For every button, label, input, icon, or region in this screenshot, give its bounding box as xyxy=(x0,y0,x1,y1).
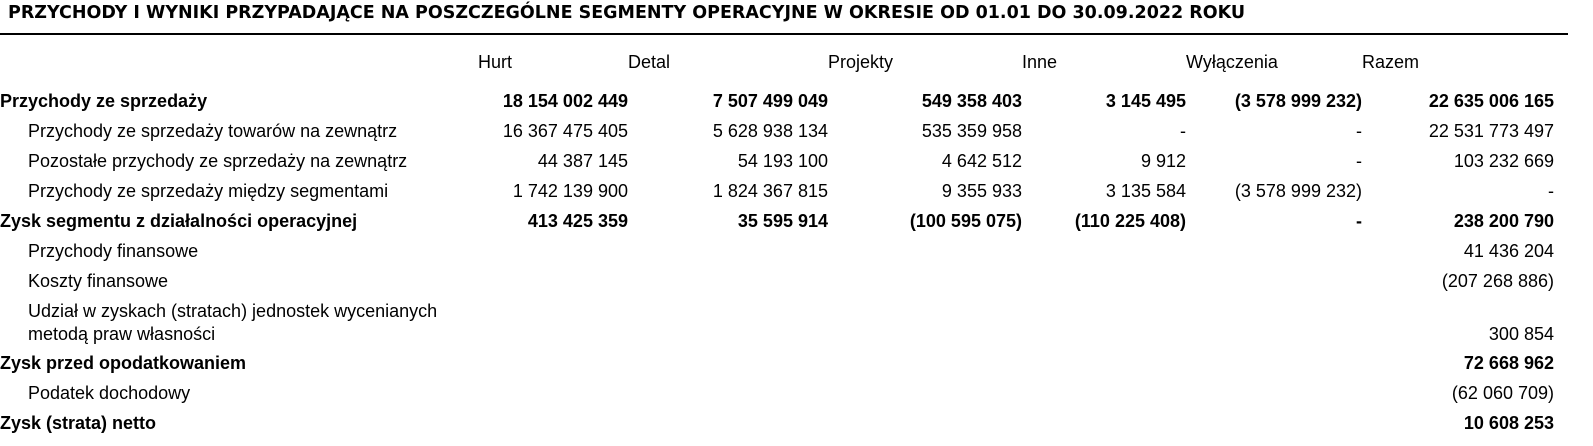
cell-projekty xyxy=(828,266,1022,296)
cell-hurt: 1 742 139 900 xyxy=(512,180,628,201)
column-header-wylaczenia: Wyłączenia xyxy=(1186,51,1278,72)
table-header xyxy=(0,44,1566,80)
cell-detal xyxy=(628,408,828,438)
cell-inne xyxy=(1022,236,1186,266)
cell-razem: 10 608 253 xyxy=(1463,412,1554,433)
cell-hurt: 44 387 145 xyxy=(537,150,628,171)
row-label: Zysk segmentu z działalności operacyjnej xyxy=(0,210,358,231)
row-label: Przychody finansowe xyxy=(28,240,199,261)
cell-razem: 22 635 006 165 xyxy=(1428,90,1554,111)
cell-detal xyxy=(628,266,828,296)
row-label: Koszty finansowe xyxy=(28,270,169,291)
cell-inne xyxy=(1022,296,1186,348)
cell-razem: (207 268 886) xyxy=(1441,270,1554,291)
row-label: Przychody ze sprzedaży xyxy=(0,90,208,111)
column-header-projekty: Projekty xyxy=(828,51,894,72)
cell-inne: - xyxy=(1180,120,1186,141)
table-row xyxy=(0,86,1566,116)
cell-razem: 72 668 962 xyxy=(1463,352,1554,373)
table-row xyxy=(0,296,1566,348)
cell-projekty xyxy=(828,378,1022,408)
cell-detal: 7 507 499 049 xyxy=(712,90,828,111)
row-label: Zysk (strata) netto xyxy=(0,412,157,433)
cell-wylaczenia: - xyxy=(1356,210,1362,231)
cell-projekty xyxy=(828,348,1022,378)
cell-hurt: 18 154 002 449 xyxy=(502,90,628,111)
cell-hurt xyxy=(478,348,628,378)
cell-projekty: 549 358 403 xyxy=(921,90,1022,111)
cell-projekty: (100 595 075) xyxy=(909,210,1022,231)
row-label-line: metodą praw własności xyxy=(28,323,216,344)
cell-razem: (62 060 709) xyxy=(1451,382,1554,403)
cell-projekty: 535 359 958 xyxy=(921,120,1022,141)
cell-hurt xyxy=(478,296,628,348)
cell-inne xyxy=(1022,266,1186,296)
cell-hurt: 16 367 475 405 xyxy=(502,120,628,141)
cell-wylaczenia xyxy=(1186,296,1362,348)
cell-projekty: 4 642 512 xyxy=(941,150,1022,171)
cell-hurt xyxy=(478,266,628,296)
cell-detal: 35 595 914 xyxy=(737,210,828,231)
row-label: Pozostałe przychody ze sprzedaży na zewnątrz xyxy=(28,150,408,171)
cell-inne xyxy=(1022,408,1186,438)
cell-inne xyxy=(1022,378,1186,408)
table-row xyxy=(0,146,1566,176)
cell-wylaczenia xyxy=(1186,348,1362,378)
cell-projekty: 9 355 933 xyxy=(941,180,1022,201)
cell-razem: 41 436 204 xyxy=(1463,240,1554,261)
cell-inne: (110 225 408) xyxy=(1074,210,1186,231)
cell-hurt xyxy=(478,378,628,408)
cell-wylaczenia: - xyxy=(1356,120,1362,141)
header-label-column xyxy=(0,44,478,80)
table-row xyxy=(0,236,1566,266)
row-label: Przychody ze sprzedaży między segmentami xyxy=(28,180,389,201)
table-row xyxy=(0,206,1566,236)
column-header-detal: Detal xyxy=(628,51,671,72)
cell-razem: 300 854 xyxy=(1488,324,1554,344)
cell-detal xyxy=(628,296,828,348)
row-label-line: Udział w zyskach (stratach) jednostek wycenianych xyxy=(28,300,438,321)
cell-hurt xyxy=(478,236,628,266)
table-row xyxy=(0,116,1566,146)
cell-inne: 3 145 495 xyxy=(1105,90,1186,111)
cell-detal xyxy=(628,378,828,408)
cell-razem: 22 531 773 497 xyxy=(1428,120,1554,141)
cell-projekty xyxy=(828,408,1022,438)
row-label: Podatek dochodowy xyxy=(28,382,191,403)
table-row xyxy=(0,266,1566,296)
header-row xyxy=(0,44,1566,80)
cell-wylaczenia xyxy=(1186,378,1362,408)
cell-razem: 103 232 669 xyxy=(1453,150,1554,171)
cell-razem: - xyxy=(1548,180,1554,201)
title-divider xyxy=(0,33,1568,35)
cell-detal: 54 193 100 xyxy=(737,150,828,171)
table-body xyxy=(0,80,1566,438)
cell-wylaczenia xyxy=(1186,236,1362,266)
cell-inne: 9 912 xyxy=(1140,150,1186,171)
cell-detal: 5 628 938 134 xyxy=(712,120,828,141)
cell-wylaczenia: (3 578 999 232) xyxy=(1234,180,1362,201)
cell-wylaczenia: (3 578 999 232) xyxy=(1234,90,1362,111)
cell-hurt: 413 425 359 xyxy=(527,210,628,231)
cell-projekty xyxy=(828,296,1022,348)
row-label: Zysk przed opodatkowaniem xyxy=(0,352,247,373)
cell-hurt xyxy=(478,408,628,438)
column-header-hurt: Hurt xyxy=(478,51,513,72)
column-header-inne: Inne xyxy=(1022,51,1058,72)
column-header-razem: Razem xyxy=(1362,51,1420,72)
cell-detal xyxy=(628,348,828,378)
row-label xyxy=(0,296,478,348)
cell-inne xyxy=(1022,348,1186,378)
table-row xyxy=(0,378,1566,408)
cell-projekty xyxy=(828,236,1022,266)
table-row xyxy=(0,176,1566,206)
table-row xyxy=(0,348,1566,378)
document-title: PRZYCHODY I WYNIKI PRZYPADAJĄCE NA POSZCZEGÓLNE SEGMENTY OPERACYJNE W OKRESIE OD 01.01 DO 30.09.2022 ROKU xyxy=(8,3,1246,23)
segment-results-table xyxy=(0,44,1566,438)
cell-razem: 238 200 790 xyxy=(1453,210,1554,231)
table-row xyxy=(0,408,1566,438)
cell-detal xyxy=(628,236,828,266)
cell-wylaczenia xyxy=(1186,408,1362,438)
row-label: Przychody ze sprzedaży towarów na zewnątrz xyxy=(28,120,398,141)
cell-wylaczenia xyxy=(1186,266,1362,296)
cell-detal: 1 824 367 815 xyxy=(712,180,828,201)
cell-inne: 3 135 584 xyxy=(1105,180,1186,201)
cell-wylaczenia: - xyxy=(1356,150,1362,171)
